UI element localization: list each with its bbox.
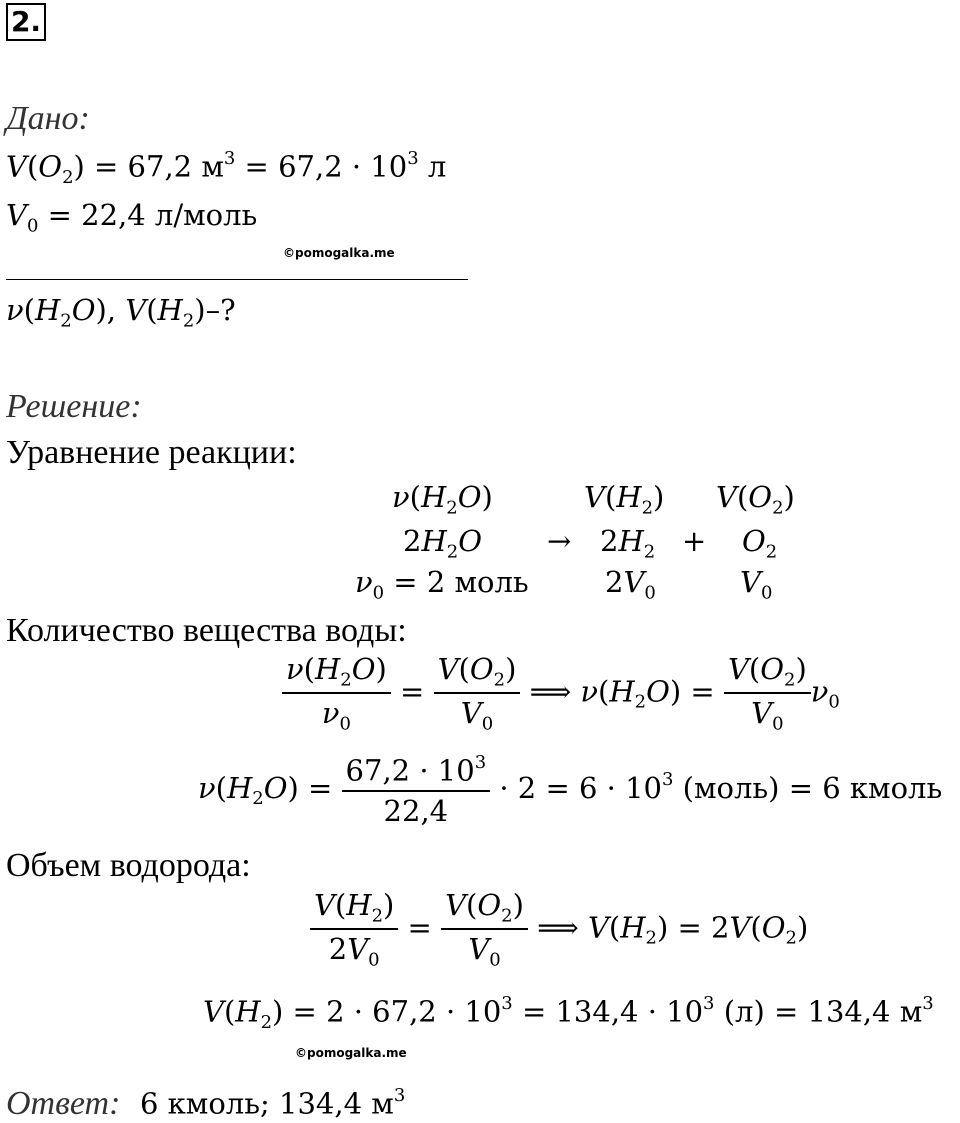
- water-title: Количество вещества воды:: [6, 612, 407, 649]
- reaction-row3-h2: $2V_0$: [605, 565, 656, 604]
- given-heading: Дано:: [6, 100, 90, 137]
- given-divider: [6, 279, 468, 280]
- watermark-top: ©pomogalka.me: [283, 246, 395, 260]
- water-calculation: $\nu(H_2O)$ = $\frac{67,2 \cdot 10^3}{22,4}$ · $2 = 6 \cdot 10^3$ (моль) = 6 кмоль: [198, 752, 943, 828]
- answer-value: 6 кмоль; 134,4 $м^3$: [140, 1085, 406, 1121]
- find-line: $\nu(H_2O)$, $V(H_2)-$?: [6, 293, 236, 332]
- reaction-row2-h2: $2H_2$: [600, 524, 656, 563]
- reaction-row2-reactant: $2H_2O$: [403, 524, 482, 563]
- solution-heading: Решение:: [6, 388, 142, 425]
- reaction-row3-o2: $V_0$: [740, 565, 773, 604]
- problem-number: 2.: [6, 3, 46, 41]
- answer-label: Ответ:: [6, 1085, 121, 1122]
- reaction-plus: +: [682, 524, 707, 558]
- given-line-1: $V(O_2) = 67,2$ $м^3 = 67,2 \cdot 10^3$ л: [6, 148, 447, 188]
- reaction-arrow: →: [547, 524, 572, 558]
- hydrogen-calculation: $V(H_2) = 2 \cdot 67,2 \cdot 10^3 = 134,4 \cdot 10^3$ (л) = 134,4 $м^3$: [203, 993, 934, 1033]
- reaction-row1-oxygen: $V(O_2)$: [716, 480, 795, 519]
- reaction-row2-o2: $O_2$: [742, 524, 778, 563]
- reaction-title: Уравнение реакции:: [6, 434, 297, 471]
- reaction-row3-water: $\nu_0 = 2$ моль: [355, 565, 529, 604]
- water-proportion: $\frac{\nu(H_2O)}{\nu_0}$ = $\frac{V(O_2)}{V_0}$ ⟹ $\nu(H_2O)$ = $\frac{V(O_2)}{V_0}$ $\nu_0$: [282, 652, 840, 735]
- watermark-bottom: ©pomogalka.me: [295, 1046, 407, 1060]
- given-line-2: $V_0 = 22,4$ л/моль: [6, 198, 258, 237]
- hydrogen-proportion: $\frac{V(H_2)}{2V_0}$ = $\frac{V(O_2)}{V_0}$ ⟹ $V(H_2) = 2V(O_2)$: [310, 888, 808, 971]
- hydrogen-title: Объем водорода:: [6, 847, 251, 884]
- reaction-row1-water: $\nu(H_2O)$: [392, 480, 493, 519]
- reaction-row1-hydrogen: $V(H_2)$: [584, 480, 665, 519]
